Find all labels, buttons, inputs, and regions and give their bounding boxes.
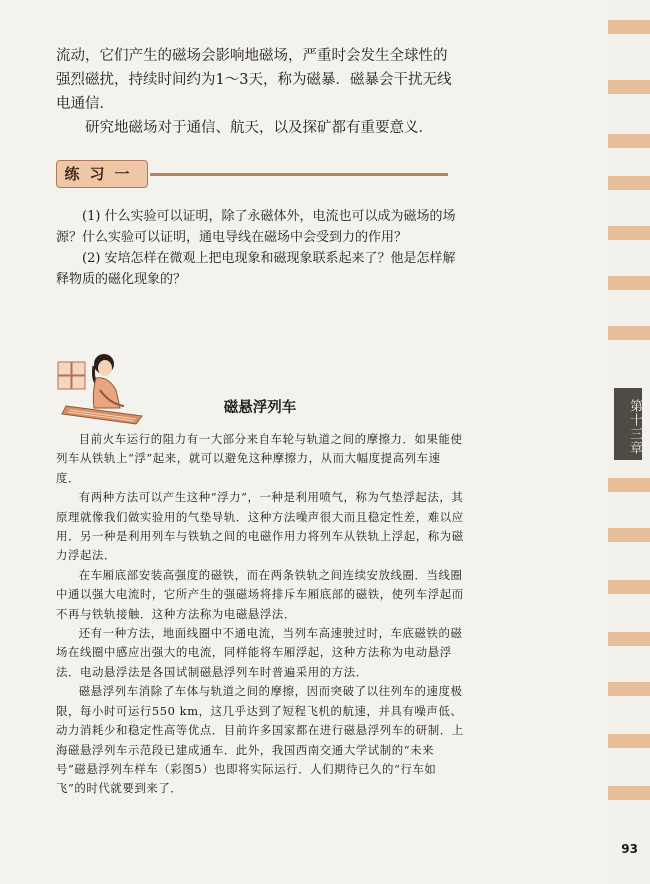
exercise-item: (2) 安培怎样在微观上把电现象和磁现象联系起来了？他是怎样解释物质的磁化现象的？	[56, 251, 456, 287]
reading-paragraph: 磁悬浮列车消除了车体与轨道之间的摩擦，因而突破了以往列车的速度极限，每小时可运行550 km，这几乎达到了短程飞机的航速，并具有噪声低、动力消耗少和稳定性高等优点．目前许多国家都在进行磁悬浮列车的研制．上海磁悬浮列车示范段已建成通车．此外，我国西南交通大学试制的“未来号”磁悬浮列车样车（彩图5）也即将实际运行．人们期待已久的“行车如飞”的时代就要到来了．	[56, 684, 464, 796]
edge-stripe	[608, 734, 650, 748]
reader-girl-icon	[56, 350, 156, 430]
edge-stripe	[608, 226, 650, 240]
reading-title: 磁悬浮列车	[223, 400, 297, 416]
exercise-item: (1) 什么实验可以证明，除了永磁体外，电流也可以成为磁场的场源？什么实验可以证明，通电导线在磁场中会受到力的作用？	[56, 209, 456, 245]
top-text	[56, 44, 456, 140]
edge-stripe	[608, 786, 650, 800]
divider	[150, 173, 448, 176]
edge-stripe	[608, 632, 650, 646]
exercise-list	[56, 206, 458, 290]
reading-paragraph: 还有一种方法，地面线圈中不通电流，当列车高速驶过时，车底磁铁的磁场在线圈中感应出强大的电流，同样能将车厢浮起，这种方法称为电动悬浮法．电动悬浮法是各国试制磁悬浮列车时普遍采用的方法．	[56, 626, 463, 679]
paragraph: 流动，它们产生的磁场会影响地磁场，严重时会发生全球性的强烈磁扰，持续时间约为1～3天，称为磁暴．磁暴会干扰无线电通信．	[56, 48, 452, 112]
exercise-title: 练习一	[56, 160, 148, 188]
edge-stripe	[608, 528, 650, 542]
edge-stripe	[608, 580, 650, 594]
exercise-header	[56, 160, 448, 190]
page-number: 93	[621, 842, 638, 856]
reading-paragraph: 有两种方法可以产生这种“浮力”，一种是利用喷气，称为气垫浮起法，其原理就像我们做实验用的气垫导轨．这种方法噪声很大而且稳定性差，难以应用．另一种是利用列车与铁轨之间的电磁作用力将列车从铁轨上浮起，称为磁力浮起法．	[56, 490, 464, 563]
paragraph: 研究地磁场对于通信、航天，以及探矿都有重要意义．	[85, 120, 433, 136]
edge-stripe	[608, 20, 650, 34]
chapter-tab: 第十三章	[614, 388, 642, 460]
edge-stripe	[608, 276, 650, 290]
reading-body	[56, 430, 464, 799]
reading-paragraph: 目前火车运行的阻力有一大部分来自车轮与轨道之间的摩擦力．如果能使列车从铁轨上“浮”起来，就可以避免这种摩擦力，从而大幅度提高列车速度．	[56, 432, 463, 485]
edge-stripe	[608, 682, 650, 696]
reading-paragraph: 在车厢底部安装高强度的磁铁，而在两条铁轨之间连续安放线圈．当线圈中通以强大电流时，它所产生的强磁场将排斥车厢底部的磁铁，使列车浮起而不再与铁轨接触．这种方法称为电磁悬浮法．	[56, 567, 464, 621]
edge-stripe	[608, 134, 650, 148]
edge-stripe	[608, 176, 650, 190]
edge-stripe	[608, 80, 650, 94]
reading-material-illustration	[56, 350, 156, 430]
edge-stripe	[608, 478, 650, 492]
edge-stripe	[608, 326, 650, 340]
